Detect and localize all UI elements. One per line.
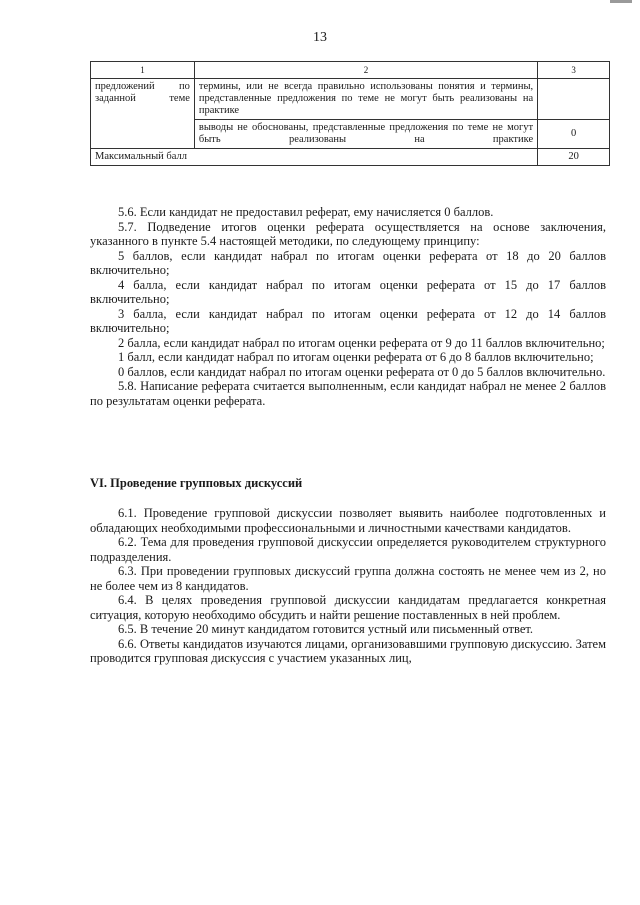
paragraph: 6.6. Ответы кандидатов изучаются лицами, организовавшими групповую дискуссию. Затем проводится групповая дискуссия с участием указанных лиц, (90, 636, 606, 665)
paragraph: 5.8. Написание реферата считается выполненным, если кандидат набрал не менее 2 баллов по результатам оценки реферата. (90, 379, 606, 408)
paragraph: 3 балла, если кандидат набрал по итогам оценки реферата от 12 до 14 баллов включительно; (90, 306, 606, 335)
paragraph: 5.6. Если кандидат не предоставил реферат, ему начисляется 0 баллов. (118, 205, 494, 219)
description-cell: выводы не обоснованы, представленные предложения по теме не могут быть реализованы на практике (194, 120, 537, 149)
table-header-cell: 3 (538, 62, 610, 79)
report-rules-text (90, 205, 606, 408)
section-title-block (90, 476, 606, 491)
paragraph: 6.4. В целях проведения групповой дискуссии кандидатам предлагается конкретная ситуация, которую необходимо обсудить и найти решение поставленных в ней проблем. (90, 593, 606, 622)
score-cell (538, 79, 610, 120)
paragraph: 6.2. Тема для проведения групповой дискуссии определяется руководителем структурного подразделения. (90, 535, 606, 564)
score-cell: 0 (538, 120, 610, 149)
criteria-table (90, 61, 610, 166)
max-score-label: Максимальный балл (91, 149, 538, 166)
discussion-text (90, 506, 606, 666)
criterion-cell: предложений по заданной теме (91, 79, 195, 149)
paragraph: 2 балла, если кандидат набрал по итогам оценки реферата от 9 до 11 баллов включительно; (118, 335, 605, 350)
table-row-max (91, 149, 610, 166)
paragraph: 1 балл, если кандидат набрал по итогам оценки реферата от 6 до 8 баллов включительно; (118, 350, 594, 364)
paragraph: 6.5. В течение 20 минут кандидатом готовится устный или письменный ответ. (118, 622, 534, 636)
paragraph: 6.3. При проведении групповых дискуссий группа должна состоять не менее чем из 2, но не более чем из 8 кандидатов. (90, 564, 606, 593)
paragraph: 0 баллов, если кандидат набрал по итогам оценки реферата от 0 до 5 баллов включительно. (118, 364, 606, 379)
paragraph: 5.7. Подведение итогов оценки реферата осуществляется на основе заключения, указанного в пункте 5.4 настоящей методики, по следующему принципу: (90, 219, 606, 248)
paragraph: 4 балла, если кандидат набрал по итогам оценки реферата от 15 до 17 баллов включительно; (90, 277, 606, 306)
paragraph: 6.1. Проведение групповой дискуссии позволяет выявить наиболее подготовленных и обладающих необходимыми профессиональными и личностными качествами кандидатов. (90, 506, 606, 535)
paragraph: 5 баллов, если кандидат набрал по итогам оценки реферата от 18 до 20 баллов включительно; (90, 248, 606, 277)
scan-mark (610, 0, 632, 3)
section-title: VI. Проведение групповых дискуссий (90, 476, 303, 490)
table-row (91, 79, 610, 120)
description-cell: термины, или не всегда правильно использованы понятия и термины, представленные предложения по теме не могут быть реализованы на практике (194, 79, 537, 120)
page-number: 13 (313, 30, 327, 45)
max-score-value: 20 (538, 149, 610, 166)
table-header-cell: 1 (91, 62, 195, 79)
table-header-cell: 2 (194, 62, 537, 79)
table-header-row (91, 62, 610, 79)
